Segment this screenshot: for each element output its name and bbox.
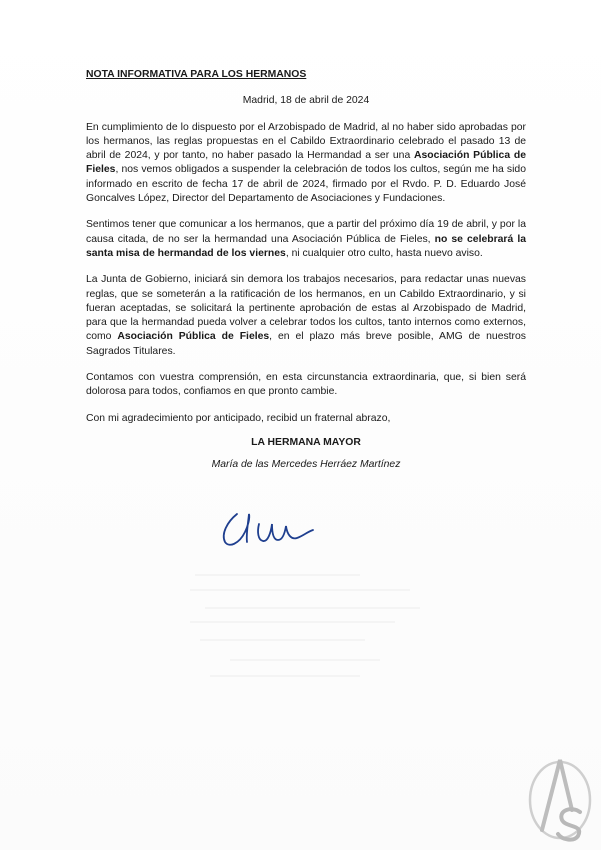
paragraph-1-text-a: En cumplimiento de lo dispuesto por el Arzobispado de Madrid, al no haber sido aprobadas por los hermanos, las reglas propuestas en el Cabildo Extraordinario celebrado el pasado 13 de abril de 2024, y por tanto, no haber pasado la Hermandad a ser una (86, 121, 526, 162)
paragraph-3-bold: Asociación Pública de Fieles (117, 331, 270, 343)
paragraph-1-text-c: , nos vemos obligados a suspender la celebración de todos los cultos, según me ha sido informado en escrito de fecha 17 de abril de 2024, firmado por el Rvdo. P. D. Eduardo José Goncalves López, Director del Departamento de Asociaciones y Fundaciones. (86, 164, 526, 205)
paragraph-2-bold: no se celebrará la santa misa de hermandad de los viernes (86, 233, 526, 259)
paragraph-1 (86, 121, 526, 207)
monogram-logo-icon (522, 750, 596, 842)
document-body (86, 68, 526, 473)
paragraph-3-text-a: La Junta de Gobierno, iniciará sin demora los trabajos necesarios, para redactar unas nuevas reglas, que se someterán a la ratificación de los hermanos, en un Cabildo Extraordinario, y si fueran aceptadas, se solicitará la pertinente aprobación de estas al Arzobispado de Madrid, para que la hermandad pueda volver a celebrar todos los cultos, tanto internos como externos, como (86, 274, 526, 343)
paragraph-3-text-c: , en el plazo más breve posible, AMG de nuestros Sagrados Titulares. (86, 331, 526, 357)
paragraph-2-text-a: Sentimos tener que comunicar a los hermanos, que a partir del próximo día 19 de abril, y por la causa citada, de no ser la hermandad una Asociación Pública de Fieles, (86, 219, 526, 245)
signatory-title: LA HERMANA MAYOR (251, 436, 361, 448)
paragraph-2 (86, 218, 526, 261)
paragraph-4: Contamos con vuestra comprensión, en esta circunstancia extraordinaria, que, si bien será dolorosa para todos, confiamos en que pronto cambie. (86, 372, 526, 398)
signatory-name: María de las Mercedes Herráez Martínez (211, 459, 401, 471)
closing-line: Con mi agradecimiento por anticipado, recibid un fraternal abrazo, (86, 412, 391, 424)
handwritten-signature-icon (215, 504, 325, 554)
paragraph-1-bold: Asociación Pública de Fieles (86, 150, 526, 176)
document-date: Madrid, 18 de abril de 2024 (242, 95, 370, 107)
document-title: NOTA INFORMATIVA PARA LOS HERMANOS (86, 69, 307, 80)
paragraph-2-text-c: , ni cualquier otro culto, hasta nuevo aviso. (285, 247, 483, 259)
paragraph-3 (86, 273, 526, 359)
